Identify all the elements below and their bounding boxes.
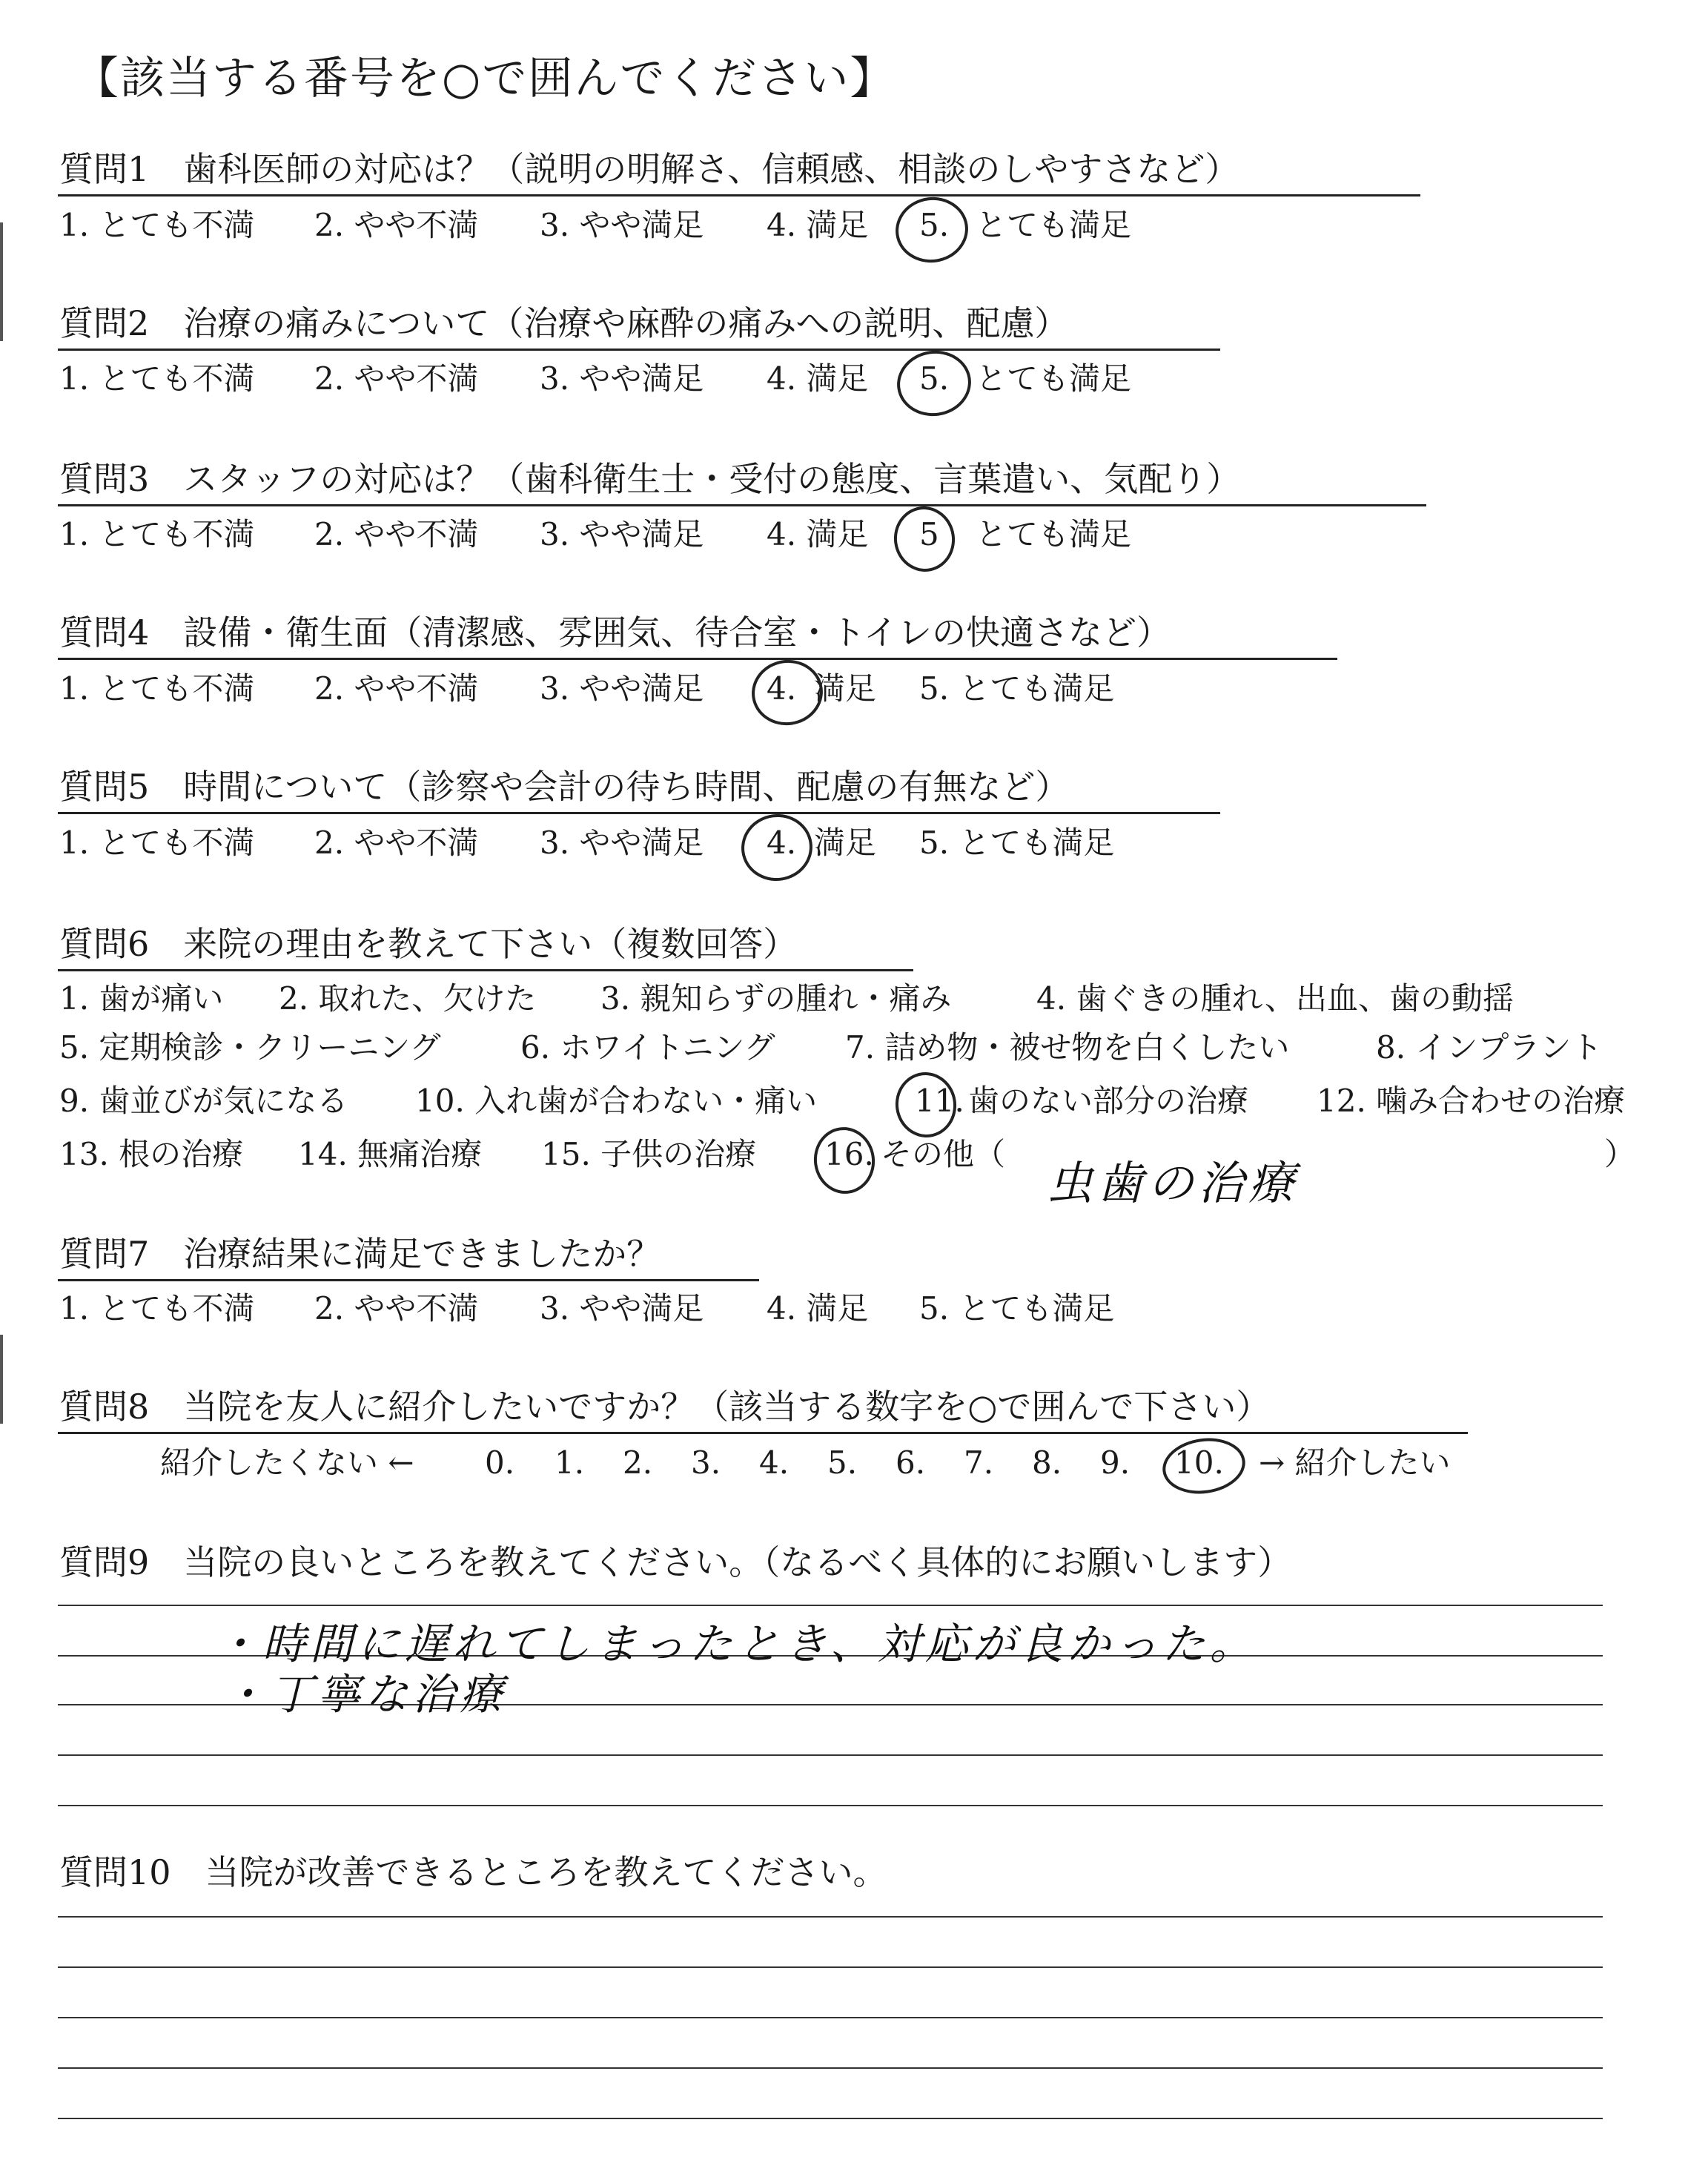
scale-1[interactable]: 1. (555, 1444, 585, 1481)
option-5-label: とても満足 (976, 207, 1132, 243)
option-3[interactable]: 3. やや満足 (540, 1290, 704, 1327)
option-1[interactable]: 1. とても不満 (59, 360, 255, 397)
option-5-label: とても満足 (976, 516, 1132, 552)
option-1[interactable]: 1. とても不満 (59, 207, 255, 243)
option-3[interactable]: 3. やや満足 (540, 516, 704, 552)
option-2[interactable]: 2. やや不満 (314, 207, 479, 243)
scale-left-label: 紹介したくない ← (160, 1444, 414, 1481)
scale-right-label: → 紹介したい (1259, 1444, 1451, 1481)
reason-14[interactable]: 14. 無痛治療 (298, 1136, 483, 1172)
answer-line (58, 2118, 1603, 2119)
good-point-answer-1: ・時間に遅れてしまったとき、対応が良かった。 (215, 1619, 1257, 1669)
option-4[interactable]: 4. 満足 (767, 207, 869, 243)
answer-circle (893, 346, 975, 420)
answer-circle (890, 503, 959, 576)
answer-circle (810, 1123, 879, 1198)
option-4-label: 満足 (814, 670, 877, 707)
option-5[interactable]: 5. とても満足 (919, 1290, 1115, 1327)
reason-9[interactable]: 9. 歯並びが気になる (59, 1083, 348, 1119)
question-1-underline (58, 194, 1420, 196)
option-2[interactable]: 2. やや不満 (314, 670, 479, 707)
scan-edge (0, 222, 3, 341)
question-6-label: 質問6 来院の理由を教えて下さい（複数回答） (59, 924, 798, 964)
scale-3[interactable]: 3. (691, 1444, 721, 1481)
page-title: 【該当する番号を○で囲んでください】 (74, 53, 896, 105)
reason-8[interactable]: 8. インプラント (1376, 1029, 1603, 1066)
answer-circle (737, 810, 817, 885)
option-5[interactable]: 5. (919, 360, 950, 397)
answer-line (58, 1916, 1603, 1918)
option-2[interactable]: 2. やや不満 (314, 825, 479, 861)
option-2[interactable]: 2. やや不満 (314, 360, 479, 397)
answer-circle (891, 193, 972, 268)
question-4-label: 質問4 設備・衛生面（清潔感、雰囲気、待合室・トイレの快適さなど） (59, 612, 1171, 653)
option-5[interactable]: 5. とても満足 (919, 825, 1115, 861)
question-1-label: 質問1 歯科医師の対応は？（説明の明解さ、信頼感、相談のしやすさなど） (59, 149, 1239, 189)
answer-line (58, 2067, 1603, 2069)
option-4[interactable]: 4. 満足 (767, 516, 869, 552)
scale-9[interactable]: 9. (1100, 1444, 1131, 1481)
scale-4[interactable]: 4. (759, 1444, 790, 1481)
question-3-label: 質問3 スタッフの対応は？（歯科衛生士・受付の態度、言葉遣い、気配り） (59, 459, 1241, 499)
option-4[interactable]: 4. 満足 (767, 360, 869, 397)
reason-16-close: ） (1604, 1136, 1636, 1172)
answer-line (58, 1805, 1603, 1806)
option-3[interactable]: 3. やや満足 (540, 825, 704, 861)
answer-line (58, 1754, 1603, 1756)
option-5[interactable]: 5 (919, 516, 939, 552)
option-4[interactable]: 4. (767, 825, 797, 861)
reason-16[interactable]: 16. (824, 1136, 874, 1172)
other-reason-handwriting: 虫歯の治療 (1047, 1156, 1300, 1210)
option-2[interactable]: 2. やや不満 (314, 516, 479, 552)
answer-line (58, 1605, 1603, 1606)
option-5[interactable]: 5. とても満足 (919, 670, 1115, 707)
question-2-label: 質問2 治療の痛みについて（治療や麻酔の痛みへの説明、配慮） (59, 303, 1069, 343)
option-3[interactable]: 3. やや満足 (540, 360, 704, 397)
answer-circle (891, 1069, 960, 1142)
question-7-underline (58, 1279, 759, 1281)
question-3-underline (58, 504, 1426, 506)
reason-11-label: 歯のない部分の治療 (968, 1083, 1249, 1119)
reason-4[interactable]: 4. 歯ぐきの腫れ、出血、歯の動揺 (1036, 980, 1514, 1017)
reason-12[interactable]: 12. 噛み合わせの治療 (1317, 1083, 1626, 1119)
answer-line (58, 2017, 1603, 2018)
question-6-underline (58, 969, 913, 971)
option-1[interactable]: 1. とても不満 (59, 516, 255, 552)
question-8-label: 質問8 当院を友人に紹介したいですか？（該当する数字を○で囲んで下さい） (59, 1387, 1271, 1427)
option-3[interactable]: 3. やや満足 (540, 670, 704, 707)
good-point-answer-2: ・丁寧な治療 (222, 1669, 508, 1720)
question-5-underline (58, 812, 1220, 814)
answer-circle (1159, 1433, 1248, 1499)
reason-1[interactable]: 1. 歯が痛い (59, 980, 224, 1017)
question-10-label: 質問10 当院が改善できるところを教えてください。 (59, 1852, 887, 1892)
option-4[interactable]: 4. 満足 (767, 1290, 869, 1327)
reason-11[interactable]: 11. (915, 1083, 964, 1119)
scale-10[interactable]: 10. (1174, 1444, 1224, 1481)
reason-5[interactable]: 5. 定期検診・クリーニング (59, 1029, 441, 1066)
reason-3[interactable]: 3. 親知らずの腫れ・痛み (600, 980, 952, 1017)
reason-2[interactable]: 2. 取れた、欠けた (279, 980, 537, 1017)
reason-7[interactable]: 7. 詰め物・被せ物を白くしたい (845, 1029, 1290, 1066)
option-1[interactable]: 1. とても不満 (59, 670, 255, 707)
scale-8[interactable]: 8. (1032, 1444, 1062, 1481)
question-5-label: 質問5 時間について（診察や会計の待ち時間、配慮の有無など） (59, 767, 1070, 807)
option-1[interactable]: 1. とても不満 (59, 1290, 255, 1327)
option-3[interactable]: 3. やや満足 (540, 207, 704, 243)
scale-5[interactable]: 5. (827, 1444, 858, 1481)
reason-6[interactable]: 6. ホワイトニング (520, 1029, 775, 1066)
scan-edge (0, 1335, 3, 1424)
scale-2[interactable]: 2. (623, 1444, 653, 1481)
reason-16-label: その他（ (881, 1136, 1006, 1172)
question-4-underline (58, 658, 1337, 660)
scale-0[interactable]: 0. (485, 1444, 515, 1481)
option-5[interactable]: 5. (919, 207, 950, 243)
question-2-underline (58, 349, 1220, 351)
answer-circle (747, 655, 827, 730)
scale-6[interactable]: 6. (896, 1444, 926, 1481)
reason-13[interactable]: 13. 根の治療 (59, 1136, 244, 1172)
scale-7[interactable]: 7. (964, 1444, 994, 1481)
reason-10[interactable]: 10. 入れ歯が合わない・痛い (415, 1083, 818, 1119)
question-9-label: 質問9 当院の良いところを教えてください。（なるべく具体的にお願いします） (59, 1542, 1292, 1582)
answer-line (58, 1966, 1603, 1968)
option-4-label: 満足 (814, 825, 877, 861)
option-5-label: とても満足 (976, 360, 1132, 397)
question-7-label: 質問7 治療結果に満足できましたか？ (59, 1234, 661, 1274)
option-4[interactable]: 4. (767, 670, 797, 707)
reason-15[interactable]: 15. 子供の治療 (541, 1136, 757, 1172)
option-1[interactable]: 1. とても不満 (59, 825, 255, 861)
option-2[interactable]: 2. やや不満 (314, 1290, 479, 1327)
question-8-underline (58, 1432, 1468, 1434)
